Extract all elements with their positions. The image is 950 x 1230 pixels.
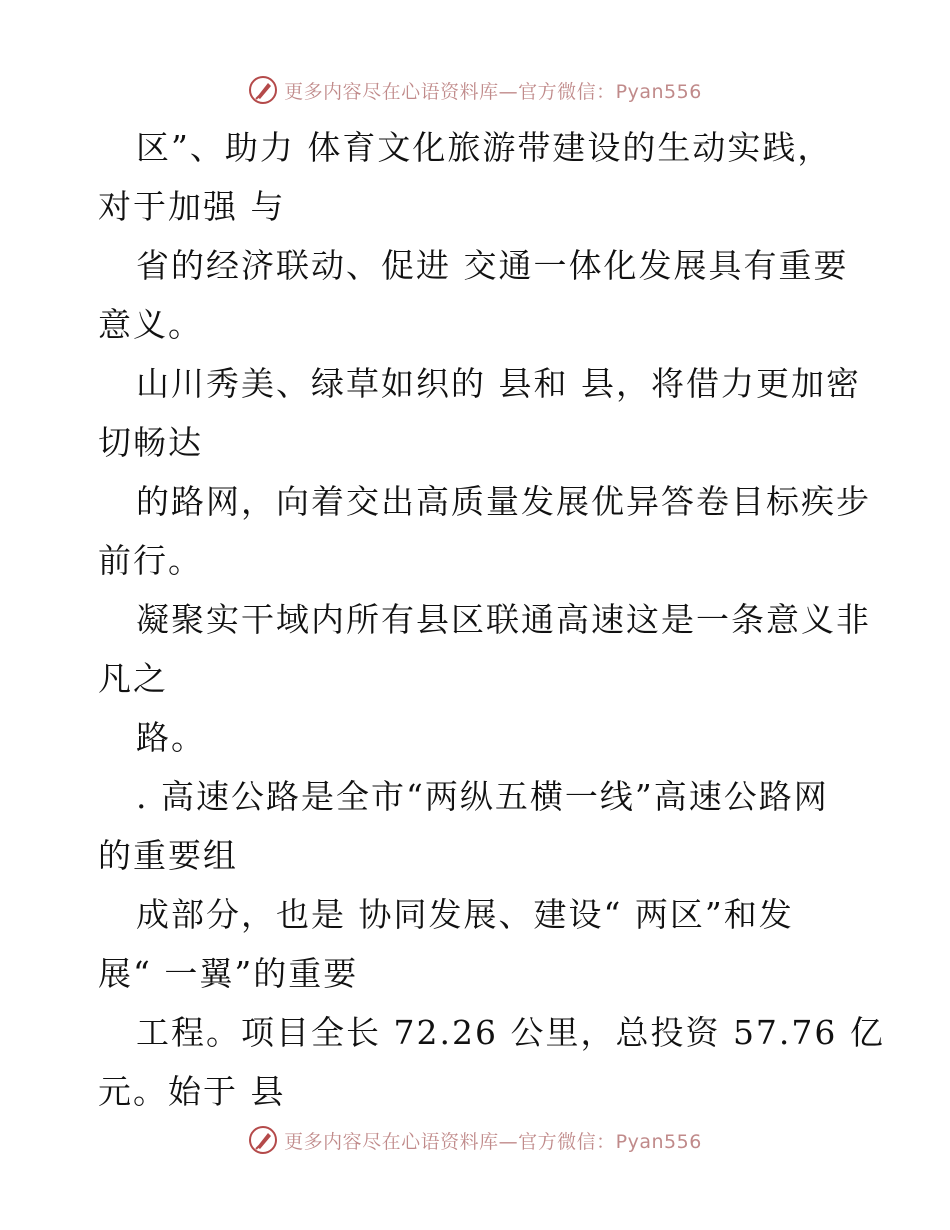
text-line: 路。 [136,718,206,757]
quill-logo-icon [248,75,278,105]
watermark-text: 更多内容尽在心语资料库—官方微信：Pyan556 [284,1130,702,1153]
text-line: 工程。项目全长 72.26 公里，总投资 57.76 亿 [136,1013,885,1052]
text-line: 凡之 [98,659,168,698]
text-line: 山川秀美、绿草如织的 县和 县，将借力更加密 [136,364,861,403]
text-line: 成部分，也是 协同发展、建设“ 两区”和发 [136,895,794,934]
paragraph-9 [98,1003,885,1121]
text-line: 省的经济联动、促进 交通一体化发展具有重要 [136,246,849,285]
text-line: 切畅达 [98,423,203,462]
paragraph-6 [98,708,858,767]
text-line: 前行。 [98,541,203,580]
paragraph-1 [98,118,858,236]
footer-watermark [0,1120,950,1160]
header-watermark [0,70,950,110]
text-line: . 高速公路是全市“两纵五横一线”高速公路网 [136,777,829,816]
text-line: 元。始于 县 [98,1072,286,1111]
text-line: 的重要组 [98,836,238,875]
paragraph-4 [98,472,871,590]
document-body [98,118,885,1121]
paragraph-3 [98,354,861,472]
paragraph-8 [98,885,858,1003]
quill-logo-icon [248,1125,278,1155]
text-line: 区”、助力 体育文化旅游带建设的生动实践， [136,128,833,167]
text-line: 意义。 [98,305,203,344]
watermark-text: 更多内容尽在心语资料库—官方微信：Pyan556 [284,80,702,103]
text-line: 的路网，向着交出高质量发展优异答卷目标疾步 [136,482,871,521]
text-line: 对于加强 与 [98,187,286,226]
text-line: 展“ 一翼”的重要 [98,954,359,993]
paragraph-5 [98,590,871,708]
paragraph-2 [98,236,858,354]
paragraph-7 [98,767,858,885]
text-line: 凝聚实干域内所有县区联通高速这是一条意义非 [136,600,871,639]
